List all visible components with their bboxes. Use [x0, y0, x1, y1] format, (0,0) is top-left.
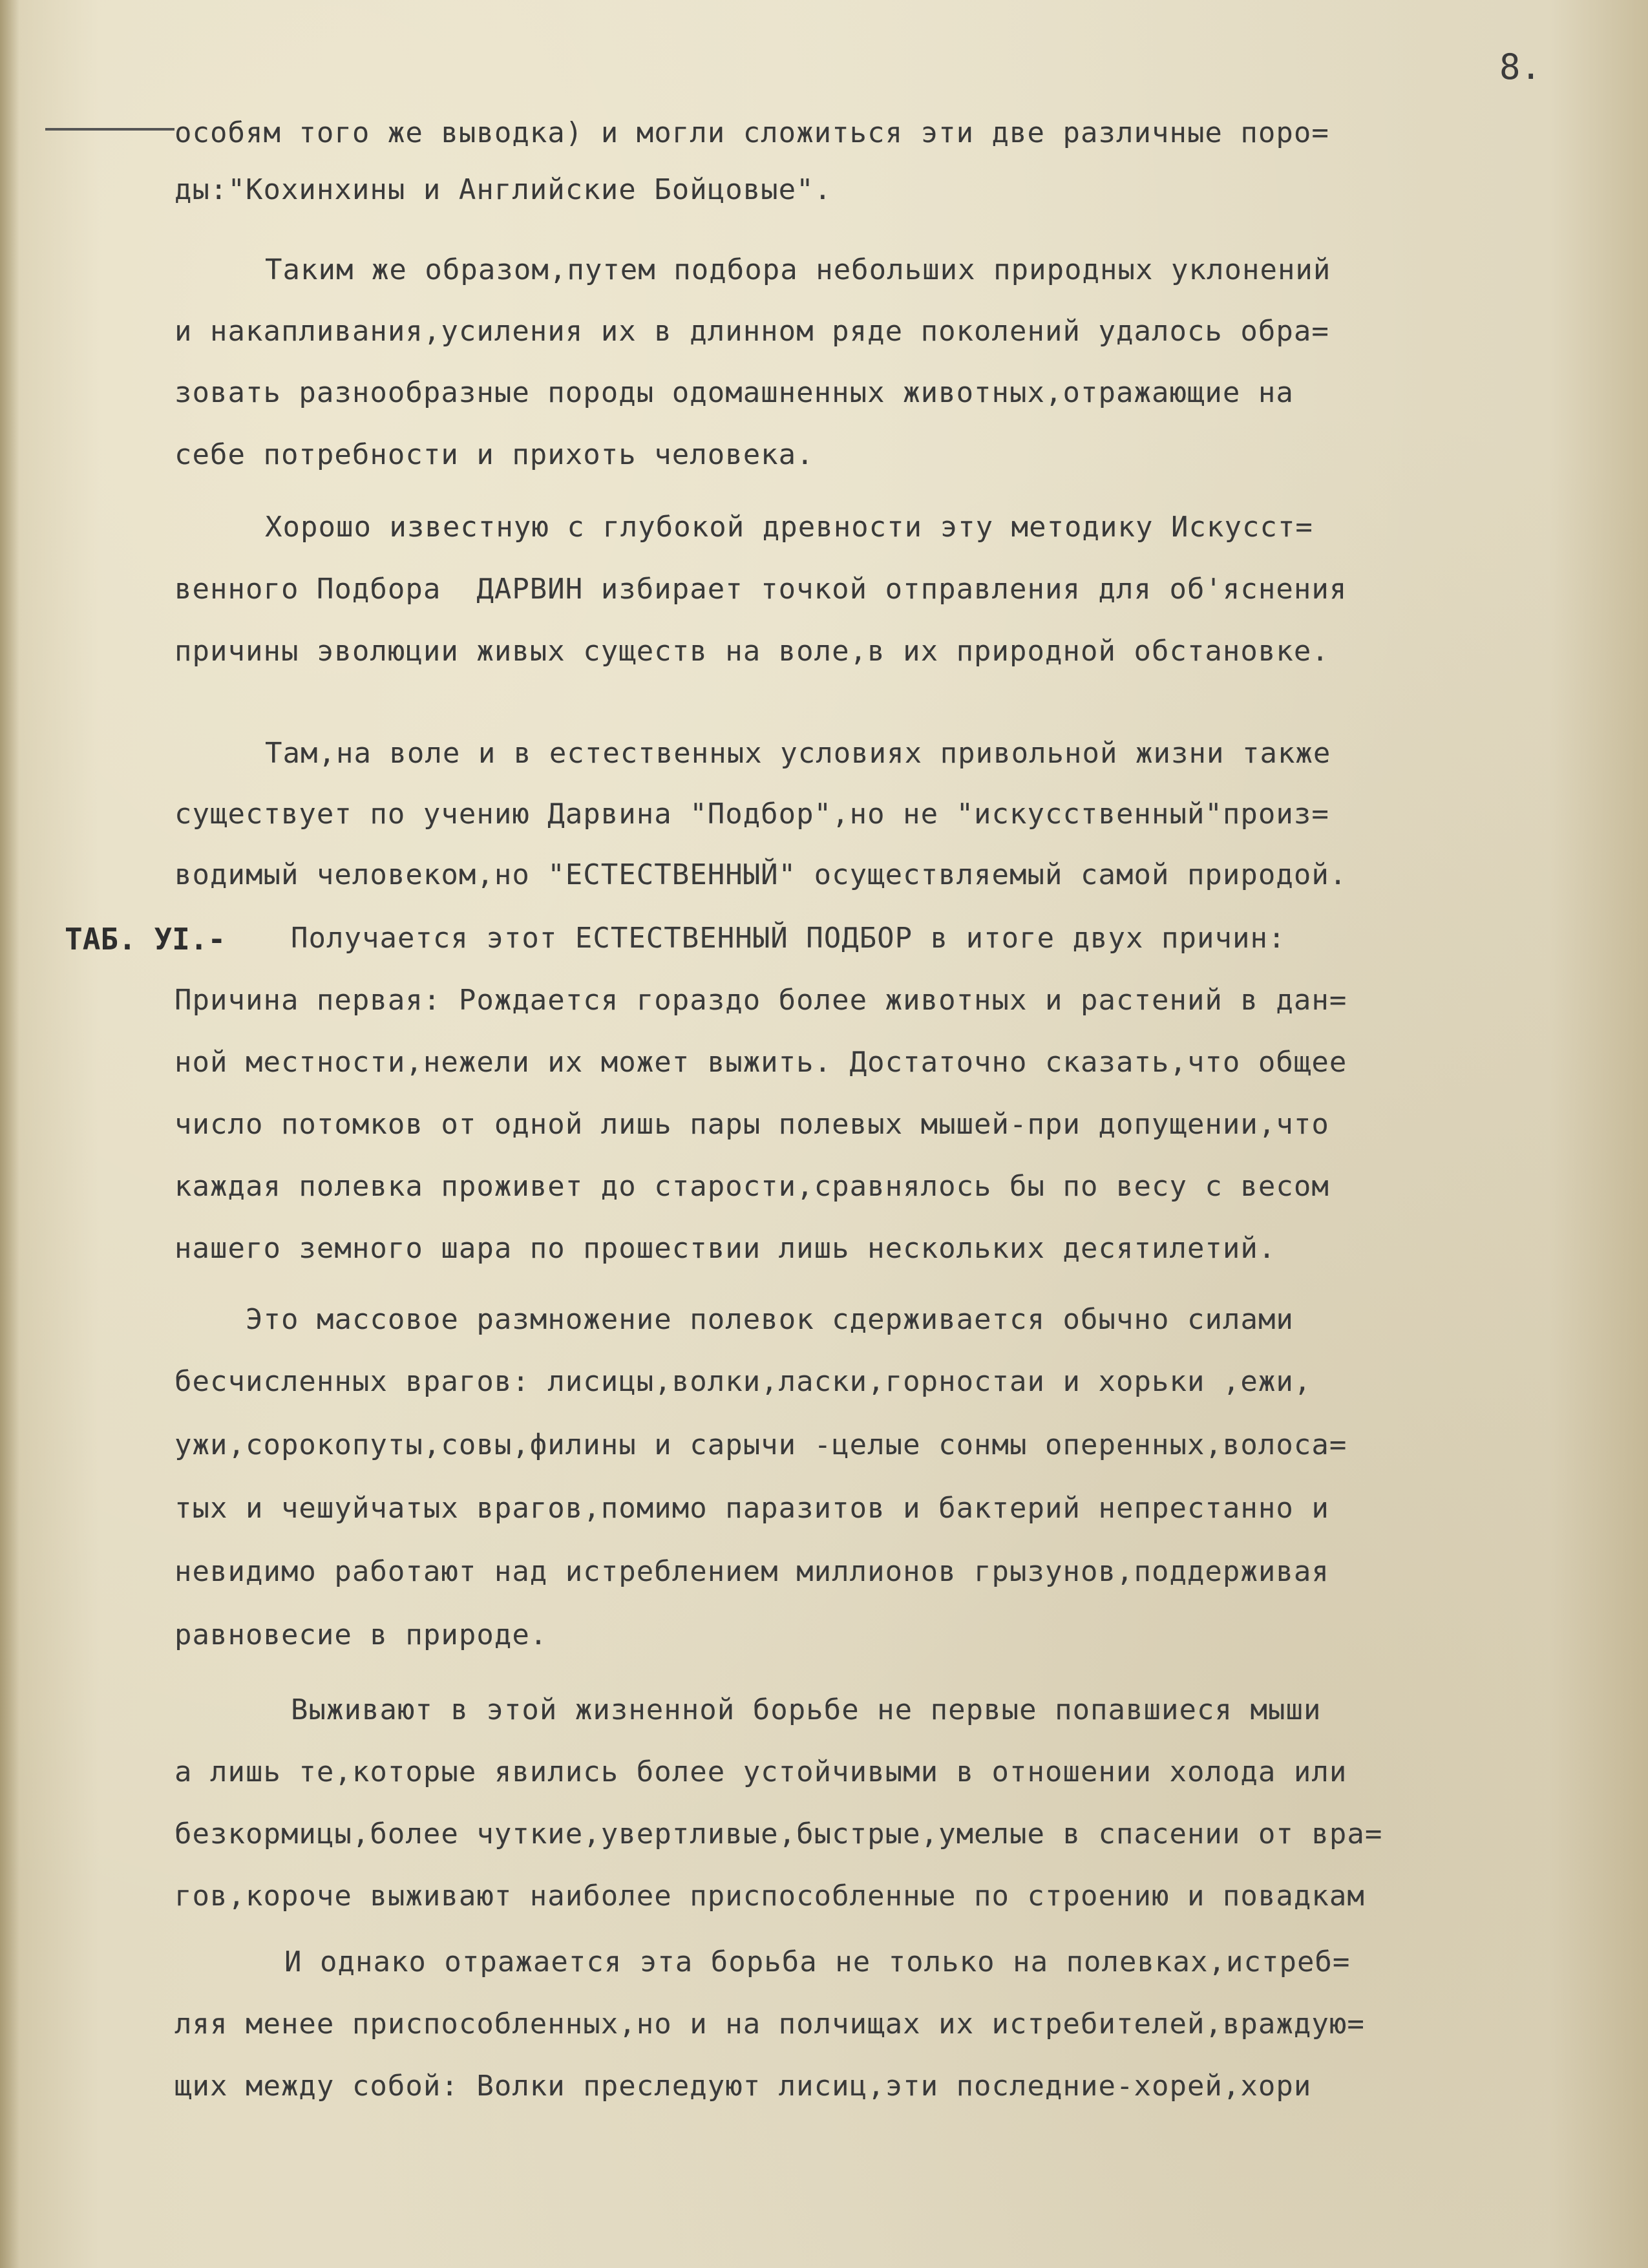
text-line: гов,короче выживают наиболее приспособленные по строению и повадкам [174, 1880, 1365, 1913]
text-line: особям того же выводка) и могли сложиться эти две различные поро= [174, 116, 1329, 149]
text-line: Там,на воле и в естественных условиях привольной жизни также [265, 737, 1331, 770]
text-line: водимый человеком,но "ЕСТЕСТВЕННЫЙ" осуществляемый самой природой. [174, 858, 1347, 891]
text-line: нашего земного шара по прошествии лишь нескольких десятилетий. [174, 1232, 1276, 1265]
text-line: безкормицы,более чуткие,увертливые,быстрые,умелые в спасении от вра= [174, 1818, 1383, 1850]
continuation-rule [45, 128, 174, 131]
paper-edge [0, 0, 19, 2268]
text-line: причины эволюции живых существ на воле,в их природной обстановке. [174, 635, 1329, 668]
text-line: ужи,сорокопуты,совы,филины и сарычи -целые сонмы оперенных,волоса= [174, 1428, 1347, 1461]
text-line: тых и чешуйчатых врагов,помимо паразитов и бактерий непрестанно и [174, 1492, 1329, 1525]
text-line: каждая полевка проживет до старости,сравнялось бы по весу с весом [174, 1170, 1329, 1203]
text-line: Хорошо известную с глубокой древности эту методику Искусст= [265, 511, 1313, 544]
text-line: бесчисленных врагов: лисицы,волки,ласки,горностаи и хорьки ,ежи, [174, 1365, 1312, 1398]
text-line: и накапливания,усиления их в длинном ряде поколений удалось обра= [174, 315, 1329, 348]
text-line: щих между собой: Волки преследуют лисиц,эти последние-хорей,хори [174, 2070, 1312, 2103]
text-line: себе потребности и прихоть человека. [174, 438, 814, 471]
text-line: Таким же образом,путем подбора небольших природных уклонений [265, 253, 1331, 286]
text-line: зовать разнообразные породы одомашненных животных,отражающие на [174, 376, 1294, 409]
text-line: число потомков от одной лишь пары полевых мышей-при допущении,что [174, 1108, 1329, 1141]
text-line: Причина первая: Рождается гораздо более животных и растений в дан= [174, 984, 1347, 1017]
text-line: а лишь те,которые явились более устойчивыми в отношении холода или [174, 1755, 1347, 1788]
text-line: венного Подбора ДАРВИН избирает точкой отправления для об'яснения [174, 573, 1347, 606]
text-line: И однако отражается эта борьба не только на полевках,истреб= [284, 1945, 1351, 1978]
text-line: ляя менее приспособленных,но и на полчищах их истребителей,враждую= [174, 2008, 1365, 2040]
text-line: Выживают в этой жизненной борьбе не первые попавшиеся мыши [291, 1693, 1322, 1726]
page-number: 8. [1499, 47, 1542, 87]
text-line: ной местности,нежели их может выжить. Достаточно сказать,что общее [174, 1046, 1347, 1079]
text-line: Получается этот ЕСТЕСТВЕННЫЙ ПОДБОР в итоге двух причин: [291, 922, 1286, 955]
text-line: невидимо работают над истреблением миллионов грызунов,поддерживая [174, 1555, 1329, 1588]
text-line: ды:"Кохинхины и Английские Бойцовые". [174, 173, 832, 206]
table-reference-label: ТАБ. УІ.- [65, 922, 226, 957]
text-line: существует по учению Дарвина "Подбор",но не "искусственный"произ= [174, 798, 1329, 831]
text-line: равновесие в природе. [174, 1618, 548, 1651]
text-line: Это массовое размножение полевок сдерживается обычно силами [246, 1303, 1294, 1336]
